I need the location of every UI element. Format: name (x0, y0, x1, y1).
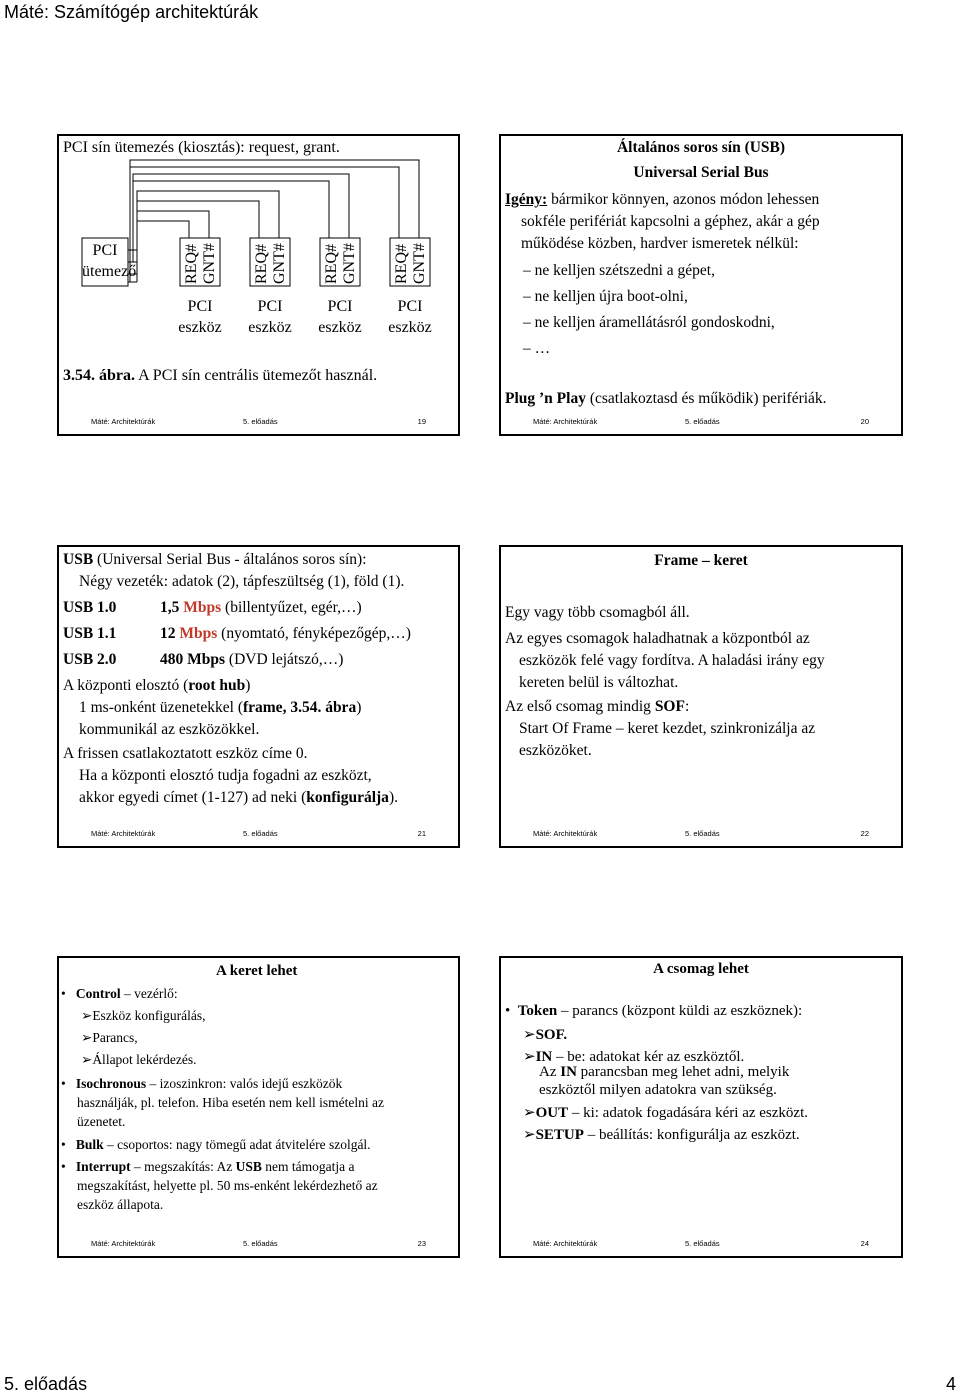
sub-item: ➢SETUP – beállítás: konfigurálja az eszközt. (523, 1127, 800, 1143)
paragraph: Az első csomag mindig SOF: (505, 698, 690, 715)
arrow-bullet-icon: ➢ (523, 1127, 536, 1143)
page-footer-lecture: 5. előadás (4, 1374, 88, 1394)
list-item: – ne kelljen szétszedni a gépet, (523, 262, 715, 279)
bullet-item: • Isochronous – izoszinkron: valós idejű eszközök (61, 1076, 343, 1091)
footer-lecture: 5. előadás (243, 829, 278, 838)
sub-item-continuation: Az IN parancsban meg lehet adni, melyik (539, 1064, 790, 1080)
bus-arbitration-diagram (59, 136, 462, 438)
arrow-bullet-icon: ➢ (81, 1030, 93, 1045)
sub-item-continuation: eszköztől milyen adatokra van szükség. (539, 1082, 777, 1098)
list-item: – … (523, 340, 551, 357)
bullet-item: • Interrupt – megszakítás: Az USB nem támogatja a (61, 1159, 355, 1174)
pci-device: PCI eszköz (388, 298, 432, 336)
usb-version-row: USB 1.0 1,5 Mbps (billentyűzet, egér,…) (63, 599, 362, 616)
usb-version-row: USB 2.0 480 Mbps (DVD lejátszó,…) (63, 651, 344, 668)
arrow-bullet-icon: ➢ (523, 1027, 536, 1043)
arrow-bullet-icon: ➢ (523, 1049, 536, 1065)
sub-item: ➢Eszköz konfigurálás, (81, 1008, 206, 1023)
root-hub-line: A központi elosztó (root hub) (63, 677, 251, 694)
list-item: – ne kelljen áramellátásról gondoskodni, (523, 314, 775, 331)
arrow-bullet-icon: ➢ (81, 1008, 93, 1023)
frame-line: 1 ms-onként üzenetekkel (frame, 3.54. ábra) (79, 699, 362, 716)
footer-lecture: 5. előadás (243, 417, 278, 426)
wires-line: Négy vezeték: adatok (2), tápfeszültség (1), föld (1). (79, 573, 405, 590)
usb-version-row: USB 1.1 12 Mbps (nyomtató, fényképezőgép,…) (63, 625, 411, 642)
slide-title: A csomag lehet (653, 961, 749, 977)
sub-item: ➢Parancs, (81, 1030, 138, 1045)
bullet-continuation: eszköz állapota. (77, 1197, 164, 1212)
config-line: akkor egyedi címet (1-127) ad neki (konfigurálja). (79, 789, 398, 806)
sub-item: ➢IN – be: adatokat kér az eszköztől. (523, 1049, 745, 1065)
req-gnt-label: REQ# GNT# (253, 243, 288, 284)
paragraph: Az egyes csomagok haladhatnak a központból az (505, 630, 810, 647)
need-line: működése közben, hardver ismeretek nélkül: (521, 235, 799, 252)
footer-author: Máté: Architektúrák (533, 1239, 598, 1248)
document-header: Máté: Számítógép architektúrák (4, 2, 259, 22)
bullet-continuation: megszakítást, helyette pl. 50 ms-enként lekérdezhető az (77, 1178, 378, 1193)
slide-20 (499, 134, 903, 436)
paragraph: eszközök felé vagy fordítva. A haladási irány egy (519, 652, 825, 669)
pci-device: PCI eszköz (178, 298, 222, 336)
arrow-bullet-icon: ➢ (523, 1105, 536, 1121)
pci-device: PCI eszköz (318, 298, 362, 336)
bullet-item: • Bulk – csoportos: nagy tömegű adat átvitelére szolgál. (61, 1137, 371, 1152)
slide-21 (57, 545, 460, 848)
usb-heading: USB (Universal Serial Bus - általános soros sín): (63, 551, 367, 568)
list-item: – ne kelljen újra boot-olni, (523, 288, 688, 305)
bullet-continuation: üzenetet. (77, 1114, 126, 1129)
footer-author: Máté: Architektúrák (91, 829, 156, 838)
need-line: sokféle perifériát kapcsolni a géphez, akár a gép (521, 213, 820, 230)
footer-author: Máté: Architektúrák (91, 1239, 156, 1248)
arrow-bullet-icon: ➢ (81, 1052, 93, 1067)
slide-23 (57, 956, 460, 1258)
req-gnt-label: REQ# GNT# (183, 243, 218, 284)
footer-page: 20 (860, 417, 869, 426)
sub-item: ➢Állapot lekérdezés. (81, 1052, 197, 1067)
slide-title: Frame – keret (654, 552, 748, 569)
need-line: Igény: bármikor könnyen, azonos módon lehessen (505, 191, 820, 208)
address-line: A frissen csatlakoztatott eszköz címe 0. (63, 745, 308, 762)
slide-title: A keret lehet (216, 963, 298, 979)
slide-title: PCI sín ütemezés (kiosztás): request, grant. (63, 139, 340, 156)
communicate-line: kommunikál az eszközökkel. (79, 721, 260, 738)
footer-author: Máté: Architektúrák (533, 829, 598, 838)
footer-page: 19 (417, 417, 426, 426)
footer-lecture: 5. előadás (243, 1239, 278, 1248)
slide-19 (57, 134, 460, 436)
footer-author: Máté: Architektúrák (533, 417, 598, 426)
footer-page: 22 (860, 829, 869, 838)
scheduler-label: PCI ütemező (82, 242, 137, 280)
footer-lecture: 5. előadás (685, 1239, 720, 1248)
sub-item: ➢OUT – ki: adatok fogadására kéri az eszközt. (523, 1105, 808, 1121)
footer-lecture: 5. előadás (685, 829, 720, 838)
paragraph: kereten belül is változhat. (519, 674, 679, 691)
config-line: Ha a központi elosztó tudja fogadni az eszközt, (79, 767, 372, 784)
footer-lecture: 5. előadás (685, 417, 720, 426)
bullet-item: • Control – vezérlő: (61, 986, 178, 1001)
footer-page: 23 (417, 1239, 426, 1248)
bullet-item: • Token – parancs (központ küldi az eszköznek): (505, 1003, 803, 1019)
bullet-continuation: használják, pl. telefon. Hiba esetén nem kell ismételni az (77, 1095, 385, 1110)
req-gnt-label: REQ# GNT# (393, 243, 428, 284)
footer-page: 21 (417, 829, 426, 838)
slide-title: Általános soros sín (USB) (616, 139, 786, 156)
slide-22 (499, 545, 903, 848)
sub-item: ➢SOF. (523, 1027, 568, 1043)
footer-page: 24 (860, 1239, 869, 1248)
slide-24 (499, 956, 903, 1258)
plug-and-play-line: Plug ’n Play (csatlakoztasd és működik) perifériák. (505, 390, 827, 407)
footer-author: Máté: Architektúrák (91, 417, 156, 426)
paragraph: Egy vagy több csomagból áll. (505, 604, 690, 621)
slide-subtitle: Universal Serial Bus (633, 164, 769, 181)
paragraph: Start Of Frame – keret kezdet, szinkronizálja az (519, 720, 816, 737)
page-number: 4 (946, 1374, 957, 1394)
req-gnt-label: REQ# GNT# (323, 243, 358, 284)
figure-caption: 3.54. ábra. A PCI sín centrális ütemezőt használ. (63, 367, 378, 384)
paragraph: eszközöket. (519, 742, 592, 759)
pci-device: PCI eszköz (248, 298, 292, 336)
